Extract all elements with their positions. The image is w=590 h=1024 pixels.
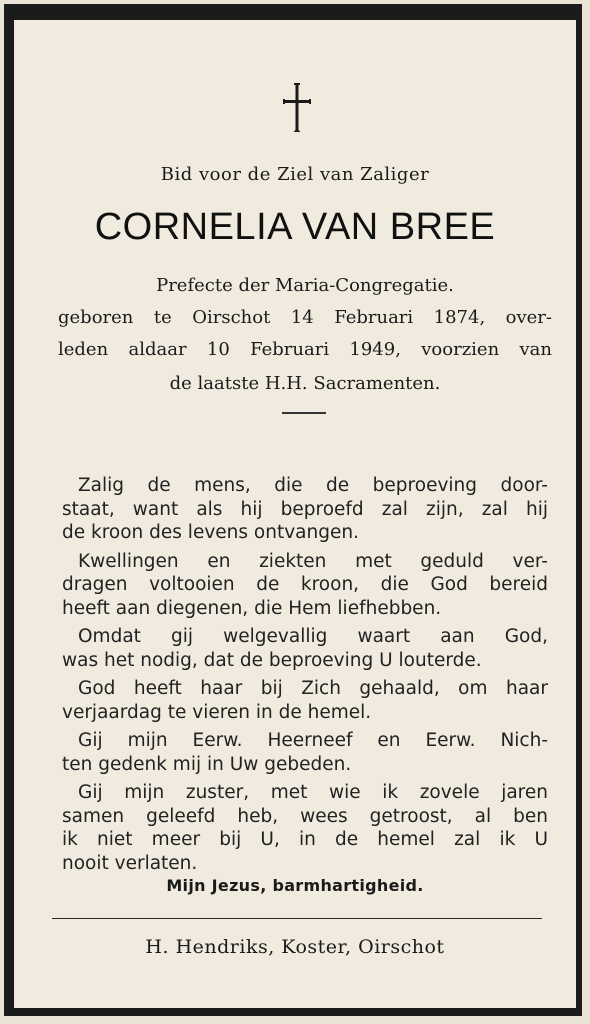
prayer-line: Bid voor de Ziel van Zaliger <box>160 164 430 185</box>
verse-line: God heeft haar bij Zich gehaald, om haar <box>78 678 548 699</box>
verse-line: Gij mijn Eerw. Heerneef en Eerw. Nich- <box>78 730 548 751</box>
verse-line: samen geleefd heb, wees getroost, al ben <box>62 805 548 827</box>
verse <box>62 625 548 672</box>
divider-long <box>52 918 542 919</box>
verse-line: de kroon des levens ontvangen. <box>62 522 359 543</box>
bio-line: geboren te Oirschot 14 Februari 1874, over- <box>58 307 552 328</box>
memorial-card <box>4 4 582 1016</box>
verse <box>62 677 548 724</box>
verse-line: Kwellingen en ziekten met geduld ver- <box>78 550 548 572</box>
verse-line: was het nodig, dat de beproeving U louterde. <box>62 649 482 671</box>
verses-block <box>62 474 548 880</box>
card-paper <box>14 20 576 1008</box>
verse <box>62 550 548 621</box>
divider-short <box>282 412 326 414</box>
verse-line: ten gedenk mij in Uw gebeden. <box>62 753 352 775</box>
verse-line: Gij mijn zuster, met wie ik zovele jaren <box>78 782 548 803</box>
cross-icon <box>282 82 312 134</box>
verse-line: Zalig de mens, die de beproeving door- <box>78 475 548 496</box>
verse-line: nooit verlaten. <box>62 852 198 874</box>
verse-line: verjaardag te vieren in de hemel. <box>62 701 372 723</box>
verse-line: heeft aan diegenen, die Hem liefhebben. <box>62 597 442 619</box>
deceased-name: CORNELIA VAN BREE <box>94 206 496 248</box>
verse <box>62 781 548 875</box>
verse <box>62 729 548 776</box>
bio-line: leden aldaar 10 Februari 1949, voorzien van <box>58 339 552 360</box>
verse-line: ik niet meer bij U, in de hemel zal ik U <box>62 829 548 850</box>
verse <box>62 474 548 545</box>
verse-line: staat, want als hij beproefd zal zijn, zal hij <box>62 498 548 520</box>
bio-line: Prefecte der Maria-Congregatie. <box>156 275 454 296</box>
verse-line: Omdat gij welgevallig waart aan God, <box>78 626 548 647</box>
verse-line: dragen voltooien de kroon, die God bereid <box>62 574 548 595</box>
bio-line: de laatste H.H. Sacramenten. <box>169 373 441 394</box>
printer-credit: H. Hendriks, Koster, Oirschot <box>145 936 445 958</box>
closing-prayer: Mijn Jezus, barmhartigheid. <box>166 876 424 895</box>
